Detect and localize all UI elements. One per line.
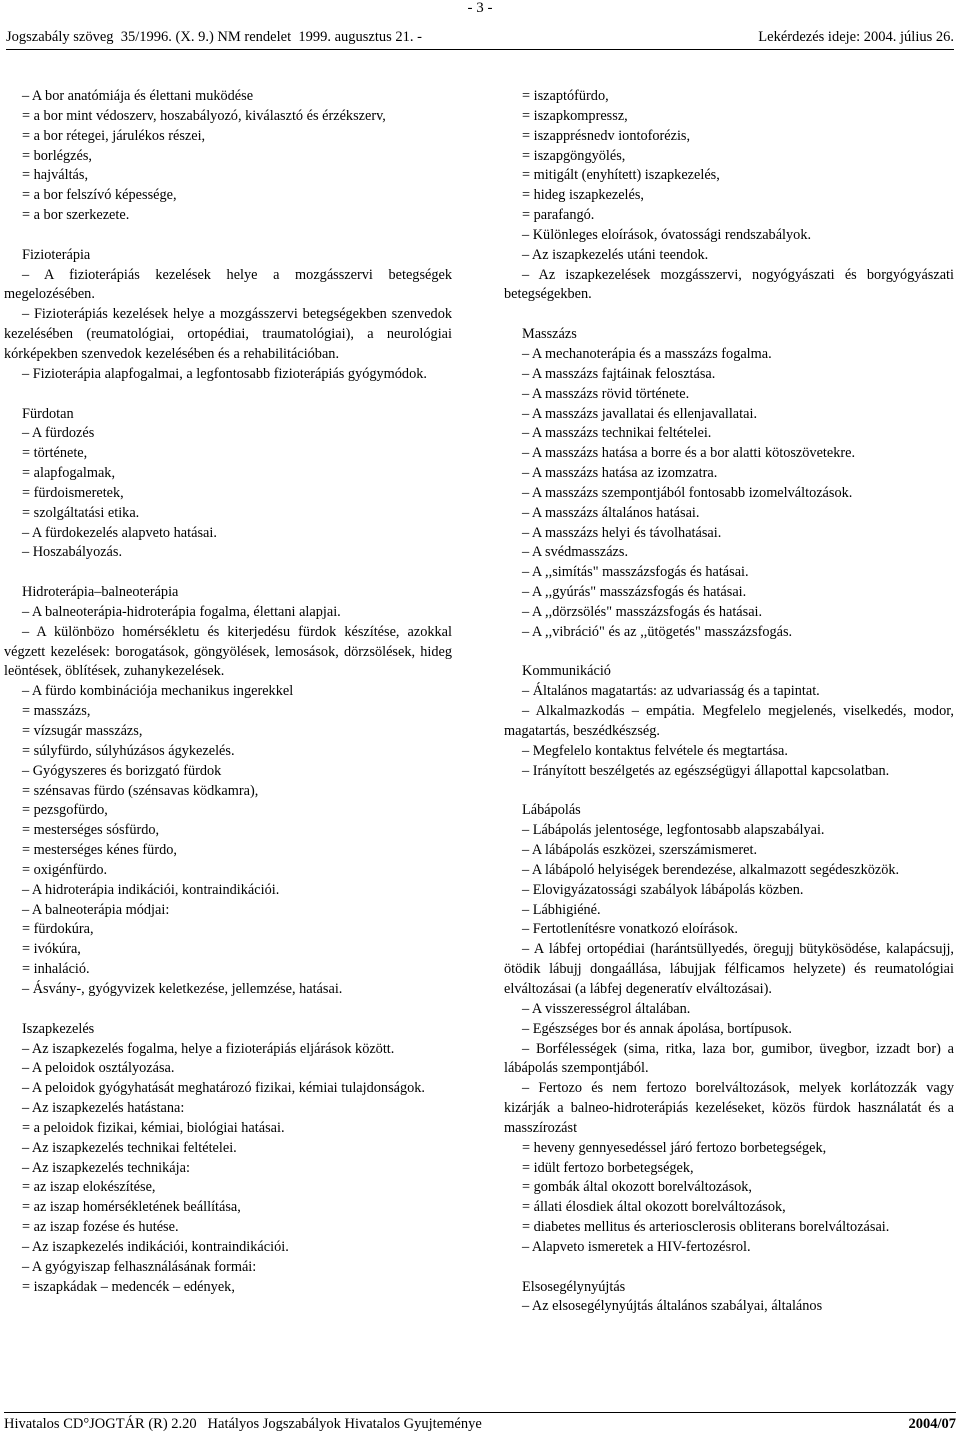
- outline-item: – Alkalmazkodás – empátia. Megfelelo megjelenés, viselkedés, modor, magatartás, beszédkészség.: [504, 703, 954, 739]
- outline-item: – Az iszapkezelés technikai feltételei.: [22, 1139, 237, 1156]
- outline-item: = mitigált (enyhített) iszapkezelés,: [522, 167, 720, 184]
- outline-item: – A masszázs hatása az izomzatra.: [522, 465, 718, 482]
- outline-item: – Az iszapkezelés technikája:: [22, 1159, 190, 1176]
- outline-item: = pezsgofürdo,: [22, 802, 108, 819]
- outline-item: – A peloidok gyógyhatását meghatározó fizikai, kémiai tulajdonságok.: [22, 1080, 425, 1097]
- page-number: - 3 -: [467, 0, 493, 16]
- outline-item: – A lábfej ortopédiai (harántsüllyedés, öregujj bütykösödése, kalapácsujj, ötödik lábujj dongaállása, lábujjak félficamos helyzete) és reumatológiai elváltozásai (a lábfej degeneratív elváltozásai).: [504, 941, 954, 997]
- outline-item: – A masszázs hatása a borre és a bor alatti kötoszövetekre.: [522, 445, 856, 462]
- outline-item: = az iszap elokészítése,: [22, 1179, 156, 1196]
- outline-item: – A balneoterápia módjai:: [22, 901, 170, 918]
- page-footer: [4, 1412, 956, 1433]
- outline-item: = a bor rétegei, járulékos részei,: [22, 127, 206, 144]
- outline-item: = a bor mint védoszerv, hoszabályozó, kiválasztó és érzékszerv,: [22, 107, 386, 124]
- outline-item: – A különbözo homérsékletu és kiterjedésu fürdok készítése, azokkal végzett kezelések: borogatások, göngyölések, lemosások, dörzsölések, hideg leöntések, öblítések, zuhanykezelések.: [4, 623, 452, 680]
- outline-item: = az iszap homérsékletének beállítása,: [22, 1199, 241, 1216]
- outline-item: = iszapkádak – medencék – edények,: [22, 1278, 235, 1295]
- outline-item: – A masszázs szempontjából fontosabb izomelváltozások.: [522, 484, 853, 501]
- outline-item: = a bor szerkezete.: [22, 207, 130, 224]
- outline-item: – A ,,vibráció" és az ,,ütögetés" masszázsfogás.: [522, 623, 793, 640]
- outline-item: – A ,,simítás" masszázsfogás és hatásai.: [522, 564, 749, 581]
- outline-item: = parafangó.: [522, 207, 595, 224]
- section-title: Kommunikáció: [522, 663, 611, 680]
- section-title: Iszapkezelés: [22, 1020, 95, 1037]
- outline-item: – A fizioterápiás kezelések helye a mozgásszervi betegségek megelozésében.: [4, 266, 452, 303]
- outline-item: – A mechanoterápia és a masszázs fogalma.: [522, 345, 772, 362]
- left-column: [4, 87, 452, 1297]
- outline-item: – A hidroterápia indikációi, kontraindikációi.: [22, 881, 280, 898]
- outline-item: – Egészséges bor és annak ápolása, bortípusok.: [522, 1020, 792, 1037]
- outline-item: – A bor anatómiája és élettani muködése: [22, 88, 254, 104]
- outline-item: – A masszázs technikai feltételei.: [522, 425, 712, 442]
- outline-item: – A lábápoló helyiségek berendezése, alkalmazott segédeszközök.: [522, 861, 900, 878]
- outline-item: = iszapprésnedv iontoforézis,: [522, 127, 691, 144]
- outline-item: = borlégzés,: [22, 147, 92, 164]
- outline-item: = inhaláció.: [22, 961, 90, 978]
- outline-item: – A balneoterápia-hidroterápia fogalma, élettani alapjai.: [22, 603, 341, 620]
- outline-item: – Fertotlenítésre vonatkozó eloírások.: [522, 921, 738, 938]
- outline-item: – A fürdozés: [22, 425, 95, 442]
- outline-item: = alapfogalmak,: [22, 465, 116, 482]
- outline-item: – A lábápolás eszközei, szerszámismeret.: [522, 842, 758, 859]
- outline-item: = története,: [22, 445, 88, 462]
- outline-item: = szolgáltatási etika.: [22, 504, 140, 521]
- outline-item: = iszaptófürdo,: [522, 88, 609, 104]
- outline-item: – Hoszabályozás.: [22, 544, 123, 561]
- outline-item: – A ,,dörzsölés" masszázsfogás és hatásai.: [522, 603, 763, 620]
- outline-item: – Az elsosegélynyújtás általános szabályai, általános: [522, 1298, 823, 1315]
- header-query-date: Lekérdezés ideje: 2004. július 26.: [758, 29, 954, 45]
- section-title: Masszázs: [522, 326, 577, 343]
- outline-item: – Általános magatartás: az udvariasság és a tapintat.: [522, 683, 820, 700]
- outline-item: = állati élosdiek által okozott borelváltozások,: [522, 1199, 786, 1216]
- outline-item: – Fizioterápiás kezelések helye a mozgásszervi betegségekben szenvedok kezelésében (reumatológiai, ortopédiai, traumatológiai), a neurológiai kórképekben szenvedok kezelésében és a rehabilitációban.: [4, 306, 452, 362]
- footer-edition: 2004/07: [908, 1416, 956, 1432]
- outline-item: = súlyfürdo, súlyhúzásos ágykezelés.: [22, 742, 235, 759]
- outline-item: = az iszap fozése és hutése.: [22, 1219, 179, 1236]
- outline-item: – Lábápolás jelentosége, legfontosabb alapszabályai.: [522, 822, 825, 839]
- outline-item: – Alapveto ismeretek a HIV-fertozésrol.: [522, 1238, 751, 1255]
- outline-item: – Különleges eloírások, óvatossági rendszabályok.: [522, 226, 812, 243]
- outline-item: – A fürdokezelés alapveto hatásai.: [22, 524, 217, 541]
- outline-item: – A fürdo kombinációja mechanikus ingerekkel: [22, 683, 294, 700]
- outline-item: = masszázs,: [22, 703, 91, 720]
- outline-item: – A masszázs általános hatásai.: [522, 504, 700, 521]
- outline-item: – Az iszapkezelés hatástana:: [22, 1100, 185, 1117]
- outline-item: = a peloidok fizikai, kémiai, biológiai hatásai.: [22, 1119, 285, 1136]
- outline-item: – Megfelelo kontaktus felvétele és megtartása.: [522, 742, 788, 759]
- outline-item: = a bor felszívó képessége,: [22, 187, 177, 204]
- outline-item: – Lábhigiéné.: [522, 901, 601, 918]
- right-column: [504, 87, 954, 1317]
- outline-item: – A ,,gyúrás" masszázsfogás és hatásai.: [522, 584, 747, 601]
- outline-item: – Fizioterápia alapfogalmai, a legfontosabb fizioterápiás gyógymódok.: [22, 365, 427, 382]
- section-title: Fürdotan: [22, 405, 74, 422]
- outline-item: = fürdoismeretek,: [22, 484, 124, 501]
- outline-item: – A masszázs helyi és távolhatásai.: [522, 524, 722, 541]
- outline-item: = diabetes mellitus és arteriosclerosis obliterans borelváltozásai.: [522, 1219, 890, 1236]
- outline-item: = vízsugár masszázs,: [22, 723, 143, 739]
- outline-item: – Az iszapkezelés fogalma, helye a fizioterápiás eljárások között.: [22, 1040, 395, 1057]
- outline-item: = ivókúra,: [22, 941, 81, 958]
- outline-item: – Irányított beszélgetés az egészségügyi állapottal kapcsolatban.: [522, 762, 890, 779]
- outline-item: – Az iszapkezelések mozgásszervi, nogyógyászati és borgyógyászati betegségekben.: [504, 266, 954, 303]
- outline-item: = szénsavas fürdo (szénsavas ködkamra),: [22, 782, 259, 799]
- section-title: Elsosegélynyújtás: [522, 1278, 626, 1295]
- outline-item: = idült fertozo borbetegségek,: [522, 1159, 694, 1176]
- outline-item: – A gyógyiszap felhasználásának formái:: [22, 1258, 257, 1275]
- outline-item: – A masszázs javallatai és ellenjavallatai.: [522, 405, 758, 422]
- page-header: [6, 29, 954, 50]
- header-document-info: Jogszabály szöveg 35/1996. (X. 9.) NM rendelet 1999. augusztus 21. -: [6, 29, 422, 45]
- outline-item: = iszapgöngyölés,: [522, 147, 626, 164]
- footer-publisher: Hivatalos CD°JOGTÁR (R) 2.20 Hatályos Jogszabályok Hivatalos Gyujteménye: [4, 1416, 482, 1432]
- outline-item: = iszapkompressz,: [522, 107, 628, 124]
- outline-item: – Fertozo és nem fertozo borelváltozások, melyek korlátozzák vagy kizárják a balneo-hidroterápiás kezeléseket, közös fürdok használatát és a masszírozást: [504, 1080, 954, 1136]
- outline-item: – Elovigyázatossági szabályok lábápolás közben.: [522, 881, 804, 898]
- outline-item: = hideg iszapkezelés,: [522, 187, 644, 204]
- section-title: Lábápolás: [522, 802, 581, 819]
- outline-item: – Ásvány-, gyógyvizek keletkezése, jellemzése, hatásai.: [22, 980, 343, 997]
- outline-item: = fürdokúra,: [22, 921, 94, 938]
- outline-item: = mesterséges sósfürdo,: [22, 822, 160, 839]
- outline-item: = mesterséges kénes fürdo,: [22, 842, 177, 859]
- outline-item: – Az iszapkezelés utáni teendok.: [522, 246, 709, 263]
- outline-item: – Borfélességek (sima, ritka, laza bor, gumibor, üvegbor, izzadt bor) a lábápolás szempontjából.: [504, 1040, 954, 1077]
- outline-item: – A svédmasszázs.: [522, 544, 629, 561]
- outline-item: – Gyógyszeres és borizgató fürdok: [22, 762, 222, 779]
- section-title: Hidroterápia–balneoterápia: [22, 584, 179, 601]
- outline-item: = hajváltás,: [22, 167, 89, 184]
- outline-item: = oxigénfürdo.: [22, 861, 108, 878]
- outline-item: = gombák által okozott borelváltozások,: [522, 1179, 752, 1196]
- outline-item: = heveny gennyesedéssel járó fertozo borbetegségek,: [522, 1139, 827, 1156]
- outline-item: – A visszerességrol általában.: [522, 1000, 691, 1017]
- outline-item: – Az iszapkezelés indikációi, kontraindikációi.: [22, 1238, 289, 1255]
- outline-item: – A masszázs rövid története.: [522, 385, 690, 402]
- section-title: Fizioterápia: [22, 246, 91, 263]
- outline-item: – A peloidok osztályozása.: [22, 1060, 175, 1077]
- outline-item: – A masszázs fajtáinak felosztása.: [522, 365, 716, 382]
